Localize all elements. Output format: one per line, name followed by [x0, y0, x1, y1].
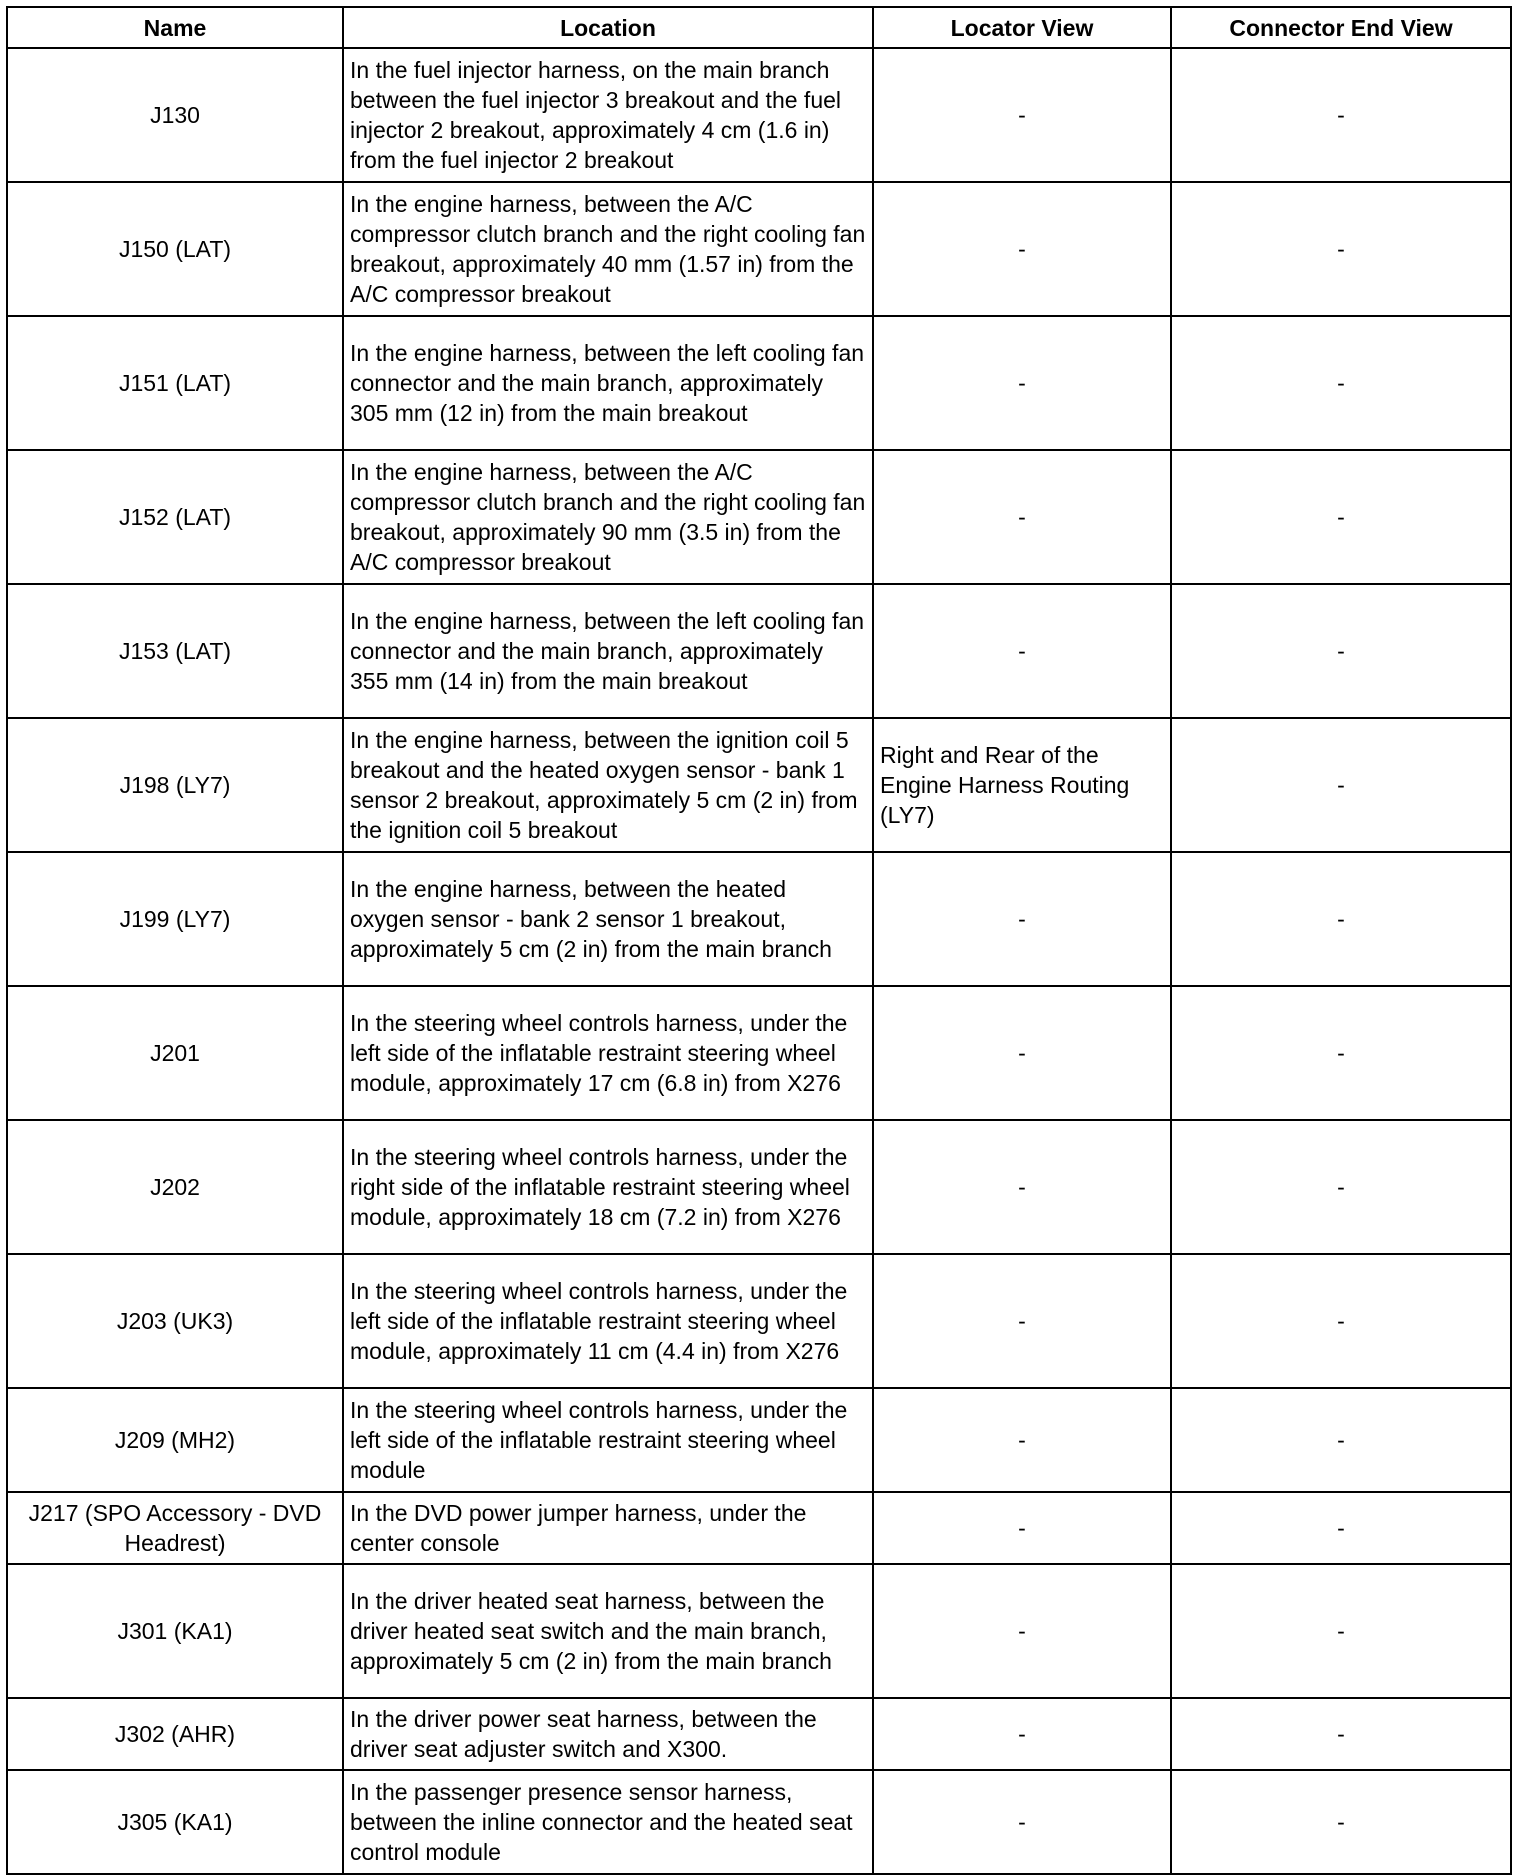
cell-location: In the driver power seat harness, between the driver seat adjuster switch and X300.: [343, 1698, 873, 1770]
connector-location-table: [6, 6, 1512, 1875]
cell-locator-view: -: [873, 1564, 1171, 1698]
cell-location: In the steering wheel controls harness, under the right side of the inflatable restraint steering wheel module, approximately 18 cm (7.2 in) from X276: [343, 1120, 873, 1254]
cell-connector-end-view: -: [1171, 1770, 1511, 1874]
column-header-location: Location: [343, 7, 873, 48]
table-row: [7, 1120, 1511, 1254]
cell-connector-end-view: -: [1171, 584, 1511, 718]
table-row: [7, 1698, 1511, 1770]
table-header-row: [7, 7, 1511, 48]
cell-location: In the passenger presence sensor harness, between the inline connector and the heated seat control module: [343, 1770, 873, 1874]
column-header-name: Name: [7, 7, 343, 48]
cell-connector-end-view: -: [1171, 1120, 1511, 1254]
cell-locator-view: -: [873, 584, 1171, 718]
column-header-locator-view: Locator View: [873, 7, 1171, 48]
table-row: [7, 316, 1511, 450]
cell-name: J305 (KA1): [7, 1770, 343, 1874]
table-row: [7, 852, 1511, 986]
cell-locator-view: -: [873, 1254, 1171, 1388]
table-row: [7, 48, 1511, 182]
cell-connector-end-view: -: [1171, 48, 1511, 182]
cell-location: In the engine harness, between the left cooling fan connector and the main branch, approximately 355 mm (14 in) from the main breakout: [343, 584, 873, 718]
cell-locator-view: -: [873, 986, 1171, 1120]
cell-locator-view: -: [873, 1770, 1171, 1874]
cell-name: J150 (LAT): [7, 182, 343, 316]
cell-connector-end-view: -: [1171, 316, 1511, 450]
cell-locator-view: -: [873, 852, 1171, 986]
cell-locator-view: -: [873, 182, 1171, 316]
table-row: [7, 986, 1511, 1120]
cell-location: In the engine harness, between the A/C compressor clutch branch and the right cooling fan breakout, approximately 40 mm (1.57 in) from the A/C compressor breakout: [343, 182, 873, 316]
cell-location: In the DVD power jumper harness, under the center console: [343, 1492, 873, 1564]
cell-locator-view: -: [873, 1492, 1171, 1564]
cell-connector-end-view: -: [1171, 986, 1511, 1120]
table-row: [7, 1492, 1511, 1564]
cell-connector-end-view: -: [1171, 1388, 1511, 1492]
cell-location: In the engine harness, between the heated oxygen sensor - bank 2 sensor 1 breakout, approximately 5 cm (2 in) from the main branch: [343, 852, 873, 986]
cell-connector-end-view: -: [1171, 852, 1511, 986]
table-row: [7, 1564, 1511, 1698]
table-row: [7, 718, 1511, 852]
cell-name: J302 (AHR): [7, 1698, 343, 1770]
cell-location: In the steering wheel controls harness, under the left side of the inflatable restraint steering wheel module, approximately 17 cm (6.8 in) from X276: [343, 986, 873, 1120]
table-row: [7, 584, 1511, 718]
cell-locator-view: -: [873, 1120, 1171, 1254]
cell-connector-end-view: -: [1171, 1564, 1511, 1698]
table-row: [7, 1770, 1511, 1874]
cell-locator-view: -: [873, 450, 1171, 584]
cell-name: J151 (LAT): [7, 316, 343, 450]
cell-locator-view: -: [873, 316, 1171, 450]
connector-table-container: [6, 6, 1510, 1875]
cell-location: In the engine harness, between the A/C compressor clutch branch and the right cooling fan breakout, approximately 90 mm (3.5 in) from the A/C compressor breakout: [343, 450, 873, 584]
table-row: [7, 1254, 1511, 1388]
cell-connector-end-view: -: [1171, 450, 1511, 584]
cell-location: In the fuel injector harness, on the main branch between the fuel injector 3 breakout and the fuel injector 2 breakout, approximately 4 cm (1.6 in) from the fuel injector 2 breakout: [343, 48, 873, 182]
cell-name: J203 (UK3): [7, 1254, 343, 1388]
column-header-connector-end-view: Connector End View: [1171, 7, 1511, 48]
cell-connector-end-view: -: [1171, 718, 1511, 852]
cell-name: J202: [7, 1120, 343, 1254]
cell-location: In the engine harness, between the ignition coil 5 breakout and the heated oxygen sensor - bank 1 sensor 2 breakout, approximately 5 cm (2 in) from the ignition coil 5 breakout: [343, 718, 873, 852]
cell-name: J198 (LY7): [7, 718, 343, 852]
cell-name: J199 (LY7): [7, 852, 343, 986]
cell-name: J201: [7, 986, 343, 1120]
cell-connector-end-view: -: [1171, 1254, 1511, 1388]
cell-name: J130: [7, 48, 343, 182]
cell-locator-view: -: [873, 48, 1171, 182]
table-row: [7, 450, 1511, 584]
cell-name: J153 (LAT): [7, 584, 343, 718]
cell-location: In the steering wheel controls harness, under the left side of the inflatable restraint steering wheel module: [343, 1388, 873, 1492]
cell-location: In the engine harness, between the left cooling fan connector and the main branch, approximately 305 mm (12 in) from the main breakout: [343, 316, 873, 450]
cell-name: J209 (MH2): [7, 1388, 343, 1492]
cell-name: J301 (KA1): [7, 1564, 343, 1698]
cell-connector-end-view: -: [1171, 1492, 1511, 1564]
table-row: [7, 182, 1511, 316]
cell-location: In the driver heated seat harness, between the driver heated seat switch and the main branch, approximately 5 cm (2 in) from the main branch: [343, 1564, 873, 1698]
cell-location: In the steering wheel controls harness, under the left side of the inflatable restraint steering wheel module, approximately 11 cm (4.4 in) from X276: [343, 1254, 873, 1388]
table-row: [7, 1388, 1511, 1492]
cell-name: J217 (SPO Accessory - DVD Headrest): [7, 1492, 343, 1564]
cell-name: J152 (LAT): [7, 450, 343, 584]
cell-locator-view: Right and Rear of the Engine Harness Routing (LY7): [873, 718, 1171, 852]
cell-connector-end-view: -: [1171, 182, 1511, 316]
cell-connector-end-view: -: [1171, 1698, 1511, 1770]
cell-locator-view: -: [873, 1388, 1171, 1492]
cell-locator-view: -: [873, 1698, 1171, 1770]
